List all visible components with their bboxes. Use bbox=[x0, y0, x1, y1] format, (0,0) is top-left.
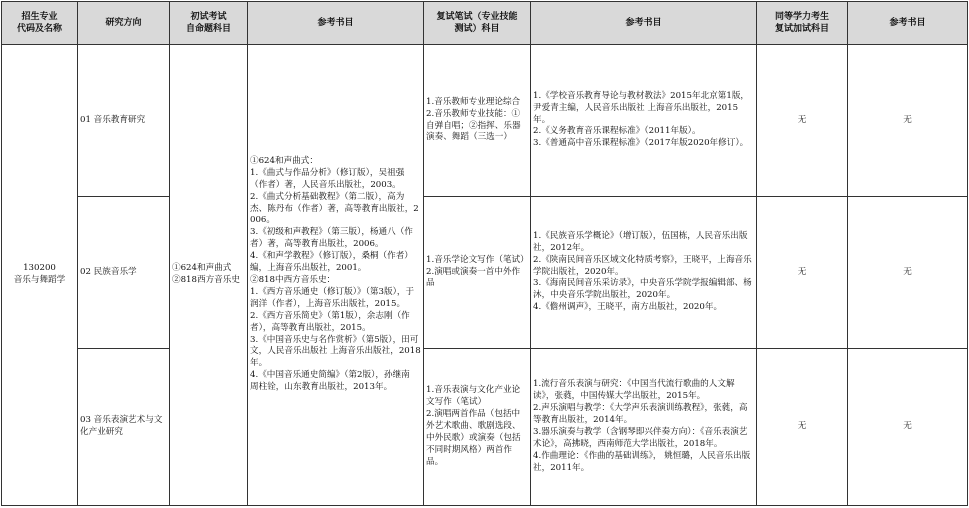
ref-line: 4.《中国音乐通史简编》（第2版），孙继南 周柱铨，山东教育出版社，2013年。 bbox=[250, 370, 410, 393]
ref-line: 2.《曲式分析基础教程》（第二版），高为杰、陈丹布（作者）著，高等教育出版社，2006。 bbox=[250, 191, 419, 226]
retest-refs-cell bbox=[531, 349, 757, 506]
initial-subjects-cell: ①624和声曲式 ②818西方音乐史 bbox=[170, 45, 248, 506]
ref-line: 1.《曲式与作品分析》（修订版），吴祖强（作者）著，人民音乐出版社，2003。 bbox=[250, 167, 405, 190]
equiv-subject-cell: 无 bbox=[757, 349, 848, 506]
ref-line: 1.流行音乐表演与研究：《中国当代流行歌曲的人文解读》，张蕤，中国传媒大学出版社，2015年。 bbox=[533, 379, 735, 402]
equiv-subject-cell: 无 bbox=[757, 197, 848, 349]
table-row bbox=[2, 45, 968, 197]
initial-refs-cell bbox=[248, 45, 424, 506]
equiv-ref-cell: 无 bbox=[848, 45, 968, 197]
retest-line: 1.音乐教师专业理论综合 bbox=[426, 96, 521, 107]
retest-line: 2.演唱两首作品（包括中外艺术歌曲、歌剧选段、中外民歌）或演奏（包括不同时期风格）两首作品。 bbox=[426, 409, 521, 467]
equiv-ref-cell: 无 bbox=[848, 197, 968, 349]
ref-line: 3.《中国音乐史与名作赏析》（第5版），田可文，人民音乐出版社 上海音乐出版社，2018年。 bbox=[250, 334, 421, 369]
retest-subjects-cell bbox=[424, 349, 531, 506]
ref-line: 3.《初级和声教程》（第三版），杨通八（作者）著，高等教育出版社，2006。 bbox=[250, 227, 413, 250]
ref-line: 4.《儋州调声》，王晓平，南方出版社，2020年。 bbox=[533, 302, 723, 313]
ref-line: 4.作曲理论：《作曲的基础训练》， 姚恒璐，人民音乐出版社，2011年。 bbox=[533, 450, 751, 473]
retest-subjects-cell bbox=[424, 45, 531, 197]
header-major: 招生专业 代码及名称 bbox=[2, 2, 78, 45]
table-row bbox=[2, 197, 968, 349]
equiv-ref-cell: 无 bbox=[848, 349, 968, 506]
retest-subjects-cell bbox=[424, 197, 531, 349]
retest-line: 2.音乐教师专业技能：①自弹自唱；②指挥、乐器演奏、舞蹈（三选一） bbox=[426, 108, 521, 143]
ref-line: 1.《西方音乐通史（修订版）》（第3版），于润洋（作者），上海音乐出版社，2015。 bbox=[250, 286, 415, 309]
ref-line: 3.《普通高中音乐课程标准》（2017年版2020年修订）。 bbox=[533, 138, 749, 149]
header-retest-subjects: 复试笔试（专业技能 测试）科目 bbox=[424, 2, 531, 45]
ref-line: 3.《海南民间音乐采访录》，中央音乐学院学报编辑部、杨沐，中央音乐学院出版社，2020年。 bbox=[533, 278, 752, 301]
table-row bbox=[2, 349, 968, 506]
header-retest-refs: 参考书目 bbox=[531, 2, 757, 45]
header-initial-refs: 参考书目 bbox=[248, 2, 424, 45]
header-equiv-refs: 参考书目 bbox=[848, 2, 968, 45]
ref-line: 1.《学校音乐教育导论与教材教法》2015年北京第1版，尹爱青主编，人民音乐出版社 上海音乐出版社，2015年。 bbox=[533, 90, 750, 125]
header-initial-subjects: 初试考试 自命题科目 bbox=[170, 2, 248, 45]
retest-refs-cell bbox=[531, 197, 757, 349]
header-equiv-subjects: 同等学力考生 复试加试科目 bbox=[757, 2, 848, 45]
ref-line: 3.器乐演奏与教学（含钢琴即兴伴奏方向）：《音乐表演艺术论》，高拂晓，西南师范大学出版社，2018年。 bbox=[533, 427, 748, 449]
retest-line: 1.音乐表演与文化产业论文写作（笔试） bbox=[426, 385, 521, 408]
equiv-subject-cell: 无 bbox=[757, 45, 848, 197]
retest-refs-cell bbox=[531, 45, 757, 197]
ref-line: ②818中西方音乐史： bbox=[250, 275, 336, 285]
direction-cell: 03 音乐表演艺术与文化产业研究 bbox=[78, 349, 170, 506]
direction-cell: 01 音乐教育研究 bbox=[78, 45, 170, 197]
ref-line: 1.《民族音乐学概论》（增订版），伍国栋，人民音乐出版社，2012年。 bbox=[533, 230, 748, 253]
ref-line: 2.《陕南民间音乐区域文化特质考察》，王晓平，上海音乐学院出版社，2020年。 bbox=[533, 254, 752, 277]
retest-line: 2.演唱或演奏一首中外作品 bbox=[426, 266, 521, 289]
ref-line: 2.声乐演唱与教学：《大学声乐表演训练教程》，张蕤，高等教育出版社，2014年。 bbox=[533, 403, 748, 426]
header-row bbox=[2, 2, 968, 45]
direction-cell: 02 民族音乐学 bbox=[78, 197, 170, 349]
header-direction: 研究方向 bbox=[78, 2, 170, 45]
ref-line: 2.《义务教育音乐课程标准》（2011年版）。 bbox=[533, 126, 701, 137]
ref-line: 4.《和声学教程》（修订版），桑桐（作者）编，上海音乐出版社，2001。 bbox=[250, 251, 413, 274]
admissions-table bbox=[1, 1, 968, 506]
retest-line: 1.音乐学论文写作（笔试） bbox=[426, 254, 529, 265]
major-cell: 130200 音乐与舞蹈学 bbox=[2, 45, 78, 506]
ref-line: ①624和声曲式： bbox=[250, 155, 318, 166]
ref-line: 2.《西方音乐简史》（第1版），余志刚（作者），高等教育出版社，2015。 bbox=[250, 310, 410, 333]
